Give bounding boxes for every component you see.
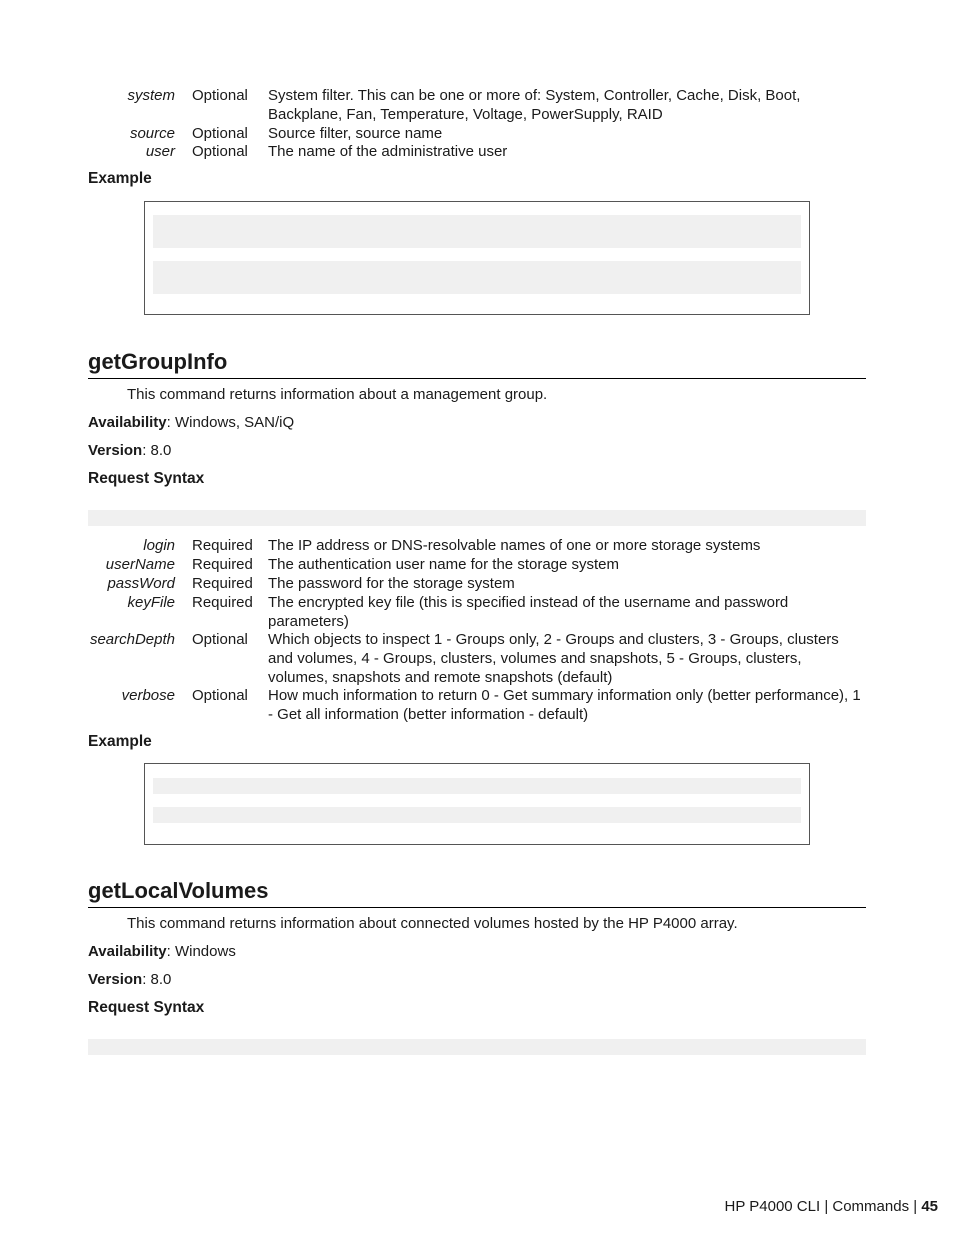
example-code-box [144, 763, 810, 845]
param-description: The encrypted key file (this is specified instead of the username and password parameters) [268, 594, 789, 630]
param-requirement: Required [192, 575, 253, 592]
availability-label: Availability [88, 414, 167, 431]
param-name: verbose [121, 687, 175, 704]
availability-line [88, 943, 236, 960]
request-syntax-code [88, 1039, 866, 1055]
param-name: keyFile [127, 594, 175, 611]
param-requirement: Optional [192, 87, 248, 104]
version-line [88, 971, 171, 988]
param-name: login [143, 537, 175, 554]
availability-label: Availability [88, 943, 167, 960]
param-requirement: Optional [192, 125, 248, 142]
version-label: Version [88, 971, 143, 988]
param-requirement: Required [192, 556, 253, 573]
param-requirement: Optional [192, 631, 248, 648]
version-value: : 8.0 [142, 971, 172, 988]
footer-text: HP P4000 CLI | Commands | [724, 1198, 918, 1215]
param-description: The name of the administrative user [268, 143, 508, 160]
page-number: 45 [921, 1198, 938, 1215]
section-description: This command returns information about connected volumes hosted by the HP P4000 array. [127, 915, 738, 932]
param-name: passWord [107, 575, 175, 592]
request-syntax-heading: Request Syntax [88, 470, 205, 487]
param-requirement: Required [192, 537, 253, 554]
version-label: Version [88, 442, 143, 459]
section-description: This command returns information about a management group. [127, 386, 548, 403]
param-requirement: Optional [192, 143, 248, 160]
section-title-getlocalvolumes: getLocalVolumes [88, 877, 866, 908]
param-name: system [127, 87, 175, 104]
version-line [88, 442, 171, 459]
availability-value: : Windows, SAN/iQ [166, 414, 295, 431]
code-line [153, 261, 801, 294]
availability-value: : Windows [166, 943, 236, 960]
param-description: System filter. This can be one or more of: System, Controller, Cache, Disk, Boot, Backplane, Fan, Temperature, Voltage, PowerSupply, RAID [268, 87, 801, 123]
param-description: The IP address or DNS-resolvable names of one or more storage systems [268, 537, 761, 554]
param-requirement: Optional [192, 687, 248, 704]
page-footer [725, 1198, 938, 1215]
code-line [153, 215, 801, 248]
param-description: The authentication user name for the storage system [268, 556, 620, 573]
example-heading: Example [88, 733, 152, 750]
availability-line [88, 414, 294, 431]
param-description: The password for the storage system [268, 575, 515, 592]
code-line [153, 807, 801, 823]
param-name: user [145, 143, 175, 160]
section-title-getgroupinfo: getGroupInfo [88, 348, 866, 379]
request-syntax-heading: Request Syntax [88, 999, 205, 1016]
param-name: source [129, 125, 175, 142]
param-description: How much information to return 0 - Get summary information only (better performance), 1 - Get all information (better information - default) [268, 687, 861, 723]
code-line [153, 778, 801, 794]
param-description: Source filter, source name [268, 125, 443, 142]
version-value: : 8.0 [142, 442, 172, 459]
example-heading: Example [88, 170, 152, 187]
param-name: userName [105, 556, 175, 573]
example-code-box [144, 201, 810, 315]
param-name: searchDepth [89, 631, 175, 648]
param-description: Which objects to inspect 1 - Groups only, 2 - Groups and clusters, 3 - Groups, clusters and volumes, 4 - Groups, clusters, volumes and snapshots, 5 - Groups, clusters, volumes, snapshots and remote snapshots (default) [268, 631, 839, 686]
request-syntax-code [88, 510, 866, 526]
param-requirement: Required [192, 594, 253, 611]
